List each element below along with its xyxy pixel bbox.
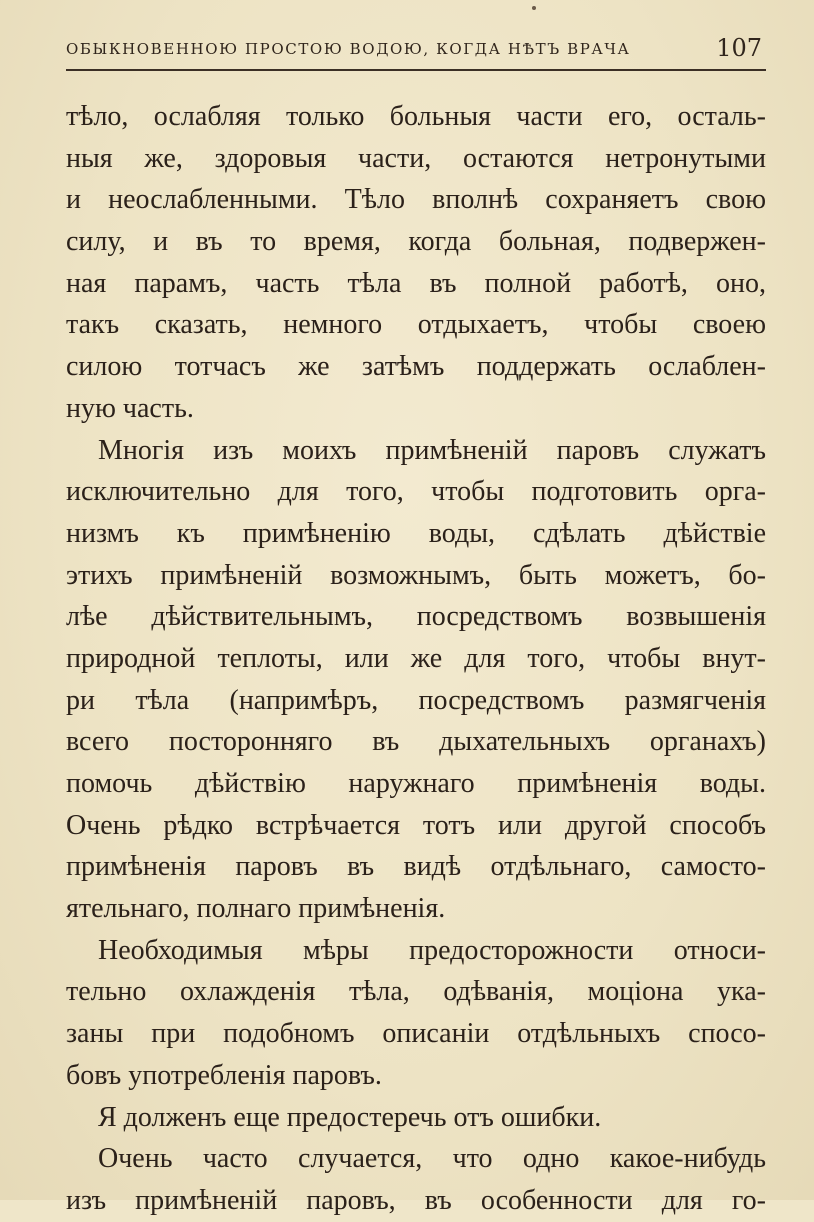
text-line: тельно охлажденія тѣла, одѣванія, моціона ука- xyxy=(66,976,766,1008)
body-text xyxy=(66,96,766,1222)
text-line: Необходимыя мѣры предосторожности относи- xyxy=(98,934,766,966)
text-line: Очень рѣдко встрѣчается тотъ или другой способъ xyxy=(66,809,766,841)
page-number: 107 xyxy=(716,34,762,62)
text-line: тѣло, ослабляя только больныя части его, осталь- xyxy=(66,101,766,132)
text-line: ная парамъ, часть тѣла въ полной работѣ, оно, xyxy=(66,267,766,299)
text-line: и неослабленными. Тѣло вполнѣ сохраняетъ свою xyxy=(66,184,766,216)
text-line: примѣненія паровъ въ видѣ отдѣльнаго, самосто- xyxy=(66,851,766,883)
text-line: помочь дѣйствію наружнаго примѣненія воды. xyxy=(66,768,766,799)
text-line: этихъ примѣненій возможнымъ, быть можетъ, бо- xyxy=(66,559,766,591)
text-line: силу, и въ то время, когда больная, подвержен- xyxy=(66,226,766,258)
text-line: такъ сказать, немного отдыхаетъ, чтобы своею xyxy=(66,309,766,341)
paragraph-3 xyxy=(66,930,766,1097)
text-line: бовъ употребленія паровъ. xyxy=(66,1059,382,1091)
header-rule xyxy=(66,69,766,71)
text-line: заны при подобномъ описаніи отдѣльныхъ спосо- xyxy=(66,1018,766,1050)
text-line: исключительно для того, чтобы подготовить орга- xyxy=(66,476,766,508)
text-line: низмъ къ примѣненію воды, сдѣлать дѣйствіе xyxy=(66,517,766,549)
print-speck xyxy=(532,6,536,10)
paragraph-4 xyxy=(66,1097,766,1139)
text-line: ную часть. xyxy=(66,392,194,424)
text-line: изъ примѣненій паровъ, въ особенности для го- xyxy=(66,1184,766,1216)
text-line: природной теплоты, или же для того, чтобы внут- xyxy=(66,642,766,674)
text-line: Очень часто случается, что одно какое-нибудь xyxy=(98,1143,766,1175)
text-line: ятельнаго, полнаго примѣненія. xyxy=(66,893,446,925)
text-line: ри тѣла (напримѣръ, посредствомъ размягченія xyxy=(66,684,766,716)
text-line: ныя же, здоровыя части, остаются нетронутыми xyxy=(66,142,766,174)
paragraph-5 xyxy=(66,1138,766,1221)
paragraph-1 xyxy=(66,96,766,430)
running-header xyxy=(66,34,766,70)
text-line: всего посторонняго въ дыхательныхъ органахъ) xyxy=(66,726,766,758)
text-line: силою тотчасъ же затѣмъ поддержать ослаблен- xyxy=(66,351,766,383)
text-line: лѣе дѣйствительнымъ, посредствомъ возвышенія xyxy=(66,601,766,633)
paragraph-2 xyxy=(66,430,766,930)
text-line: Я долженъ еще предостеречь отъ ошибки. xyxy=(98,1101,602,1133)
running-title: ОБЫКНОВЕННОЮ ПРОСТОЮ ВОДОЮ, КОГДА НѢТЪ ВРАЧА xyxy=(66,40,631,58)
text-line: Многія изъ моихъ примѣненій паровъ служатъ xyxy=(98,434,766,466)
